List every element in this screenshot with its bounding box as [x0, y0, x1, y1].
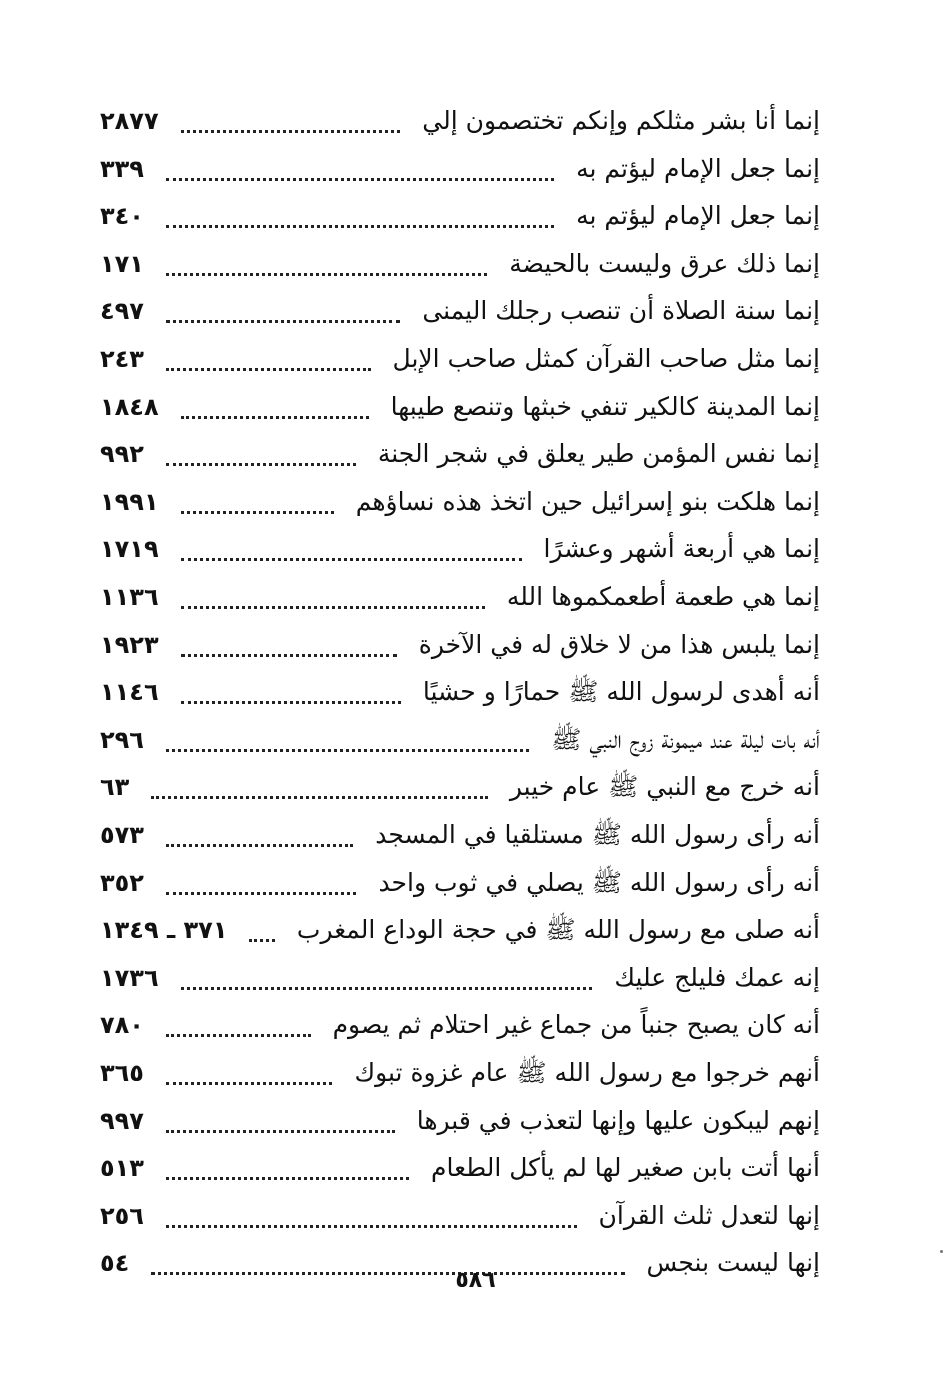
hadith-number: ١١٤٦: [100, 678, 159, 707]
index-entry: [100, 669, 820, 715]
hadith-number: ١٩٩١: [100, 487, 159, 516]
dot-leader: [166, 273, 487, 276]
hadith-number: ١٧٣٦: [100, 963, 159, 992]
hadith-text: أنه كان يصبح جنباً من جماع غير احتلام ثم يصوم: [332, 1010, 820, 1040]
dot-leader: [181, 511, 334, 514]
hadith-number: ٣٤٠: [100, 202, 144, 231]
dot-leader: [166, 844, 353, 847]
hadith-number: ٥٤: [100, 1249, 130, 1278]
index-entry: [100, 1002, 820, 1048]
index-entry: [100, 98, 820, 144]
hadith-number: ١٧١٩: [100, 535, 159, 564]
index-entry: [100, 241, 820, 287]
dot-leader: [181, 654, 397, 657]
hadith-text: إنما نفس المؤمن طير يعلق في شجر الجنة: [377, 439, 820, 469]
dot-leader: [181, 558, 522, 561]
dot-leader: [181, 130, 401, 133]
hadith-number: ٩٩٢: [100, 440, 144, 469]
index-entry: [100, 1193, 820, 1239]
index-entry: [100, 860, 820, 906]
dot-leader: [166, 463, 356, 466]
hadith-text: أنهم خرجوا مع رسول الله ﷺ عام غزوة تبوك: [354, 1058, 820, 1087]
index-entry: [100, 1050, 820, 1096]
index-entry: [100, 193, 820, 239]
hadith-text: أنه صلى مع رسول الله ﷺ في حجة الوداع المغرب: [296, 915, 820, 945]
index-entry: [100, 384, 820, 430]
hadith-number: ٦٣: [100, 773, 130, 802]
hadith-text: أنه خرج مع النبي ﷺ عام خيبر: [509, 772, 820, 802]
hadith-text: إنها لتعدل ثلث القرآن: [598, 1200, 820, 1230]
hadith-number: ٢٥٦: [100, 1201, 144, 1230]
index-entry: [100, 764, 820, 810]
hadith-text: أنه رأى رسول الله ﷺ يصلي في ثوب واحد: [378, 867, 820, 897]
hadith-text: إنه عمك فليلج عليك: [614, 962, 820, 992]
hadith-number: ٣٦٥: [100, 1059, 144, 1087]
index-entry: [100, 336, 820, 382]
index-entry: [100, 146, 820, 192]
hadith-text: أنه بات ليلة عند ميمونة زوج النبي ﷺ: [551, 724, 820, 754]
hadith-number: ٣٣٩: [100, 154, 144, 183]
dot-leader: [166, 1177, 409, 1180]
dot-leader: [181, 701, 401, 704]
dot-leader: [151, 796, 488, 799]
dot-leader: [166, 1130, 395, 1133]
index-entry: [100, 717, 820, 763]
index-entry: [100, 479, 820, 525]
dot-leader: [166, 368, 371, 371]
hadith-number: ٤٩٧: [100, 297, 144, 326]
dot-leader: [166, 749, 529, 752]
hadith-number: ٥١٣: [100, 1154, 144, 1183]
hadith-text: إنما أنا بشر مثلكم وإنكم تختصمون إلي: [422, 106, 820, 135]
hadith-number: ٥٧٣: [100, 821, 144, 849]
hadith-text: إنما ذلك عرق وليست بالحيضة: [509, 248, 820, 278]
margin-speck: [940, 1250, 943, 1253]
hadith-number: ٩٩٧: [100, 1106, 144, 1135]
dot-leader: [249, 939, 274, 942]
index-entry: [100, 812, 820, 858]
index-entry: [100, 526, 820, 572]
hadith-text: إنما يلبس هذا من لا خلاق له في الآخرة: [418, 629, 820, 659]
dot-leader: [181, 416, 369, 419]
hadith-number: ٣٧١ ـ ١٣٤٩: [100, 916, 228, 945]
dot-leader: [166, 320, 400, 323]
dot-leader: [166, 892, 356, 895]
hadith-text: إنها ليست بنجس: [646, 1248, 820, 1278]
index-entry: [100, 1145, 820, 1191]
dot-leader: [166, 1225, 577, 1228]
index-entry: [100, 907, 820, 953]
hadith-text: إنما جعل الإمام ليؤتم به: [576, 201, 820, 231]
hadith-text: إنما جعل الإمام ليؤتم به: [576, 153, 820, 183]
dot-leader: [181, 606, 485, 609]
hadith-text: إنما سنة الصلاة أن تنصب رجلك اليمنى: [422, 296, 820, 326]
hadith-text: إنما هي طعمة أطعمكموها الله: [506, 582, 820, 611]
index-entry: [100, 431, 820, 477]
hadith-text: أنها أتت بابن صغير لها لم يأكل الطعام: [431, 1153, 820, 1183]
hadith-text: أنه أهدى لرسول الله ﷺ حمارًا و حشيًا: [422, 677, 820, 707]
hadith-number: ١١٣٦: [100, 583, 159, 611]
hadith-text: إنما المدينة كالكير تنفي خبثها وتنصع طيبها: [390, 391, 820, 421]
hadith-text: أنه رأى رسول الله ﷺ مستلقيا في المسجد: [375, 820, 820, 849]
index-entry: [100, 622, 820, 668]
hadith-number: ١٧١: [100, 249, 144, 278]
hadith-number: ١٩٢٣: [100, 630, 159, 659]
hadith-number: ١٨٤٨: [100, 392, 159, 421]
index-entry: [100, 288, 820, 334]
hadith-number: ٢٩٦: [100, 725, 144, 754]
hadith-text: إنهم ليبكون عليها وإنها لتعذب في قبرها: [416, 1105, 820, 1135]
hadith-number: ٧٨٠: [100, 1011, 144, 1040]
hadith-number: ٢٨٧٧: [100, 107, 159, 135]
index-entry: [100, 1098, 820, 1144]
dot-leader: [166, 1034, 311, 1037]
hadith-text: إنما مثل صاحب القرآن كمثل صاحب الإبل: [392, 344, 820, 373]
page-number: ٥٨٦: [455, 1268, 496, 1293]
dot-leader: [166, 225, 554, 228]
hadith-text: إنما هي أربعة أشهر وعشرًا: [543, 534, 820, 564]
dot-leader: [166, 178, 554, 181]
index-entry: [100, 955, 820, 1001]
index-entry: [100, 574, 820, 620]
dot-leader: [166, 1082, 333, 1085]
hadith-number: ٣٥٢: [100, 868, 144, 897]
dot-leader: [181, 987, 593, 990]
hadith-number: ٢٤٣: [100, 345, 144, 373]
hadith-text: إنما هلكت بنو إسرائيل حين اتخذ هذه نساؤهم: [355, 486, 820, 516]
